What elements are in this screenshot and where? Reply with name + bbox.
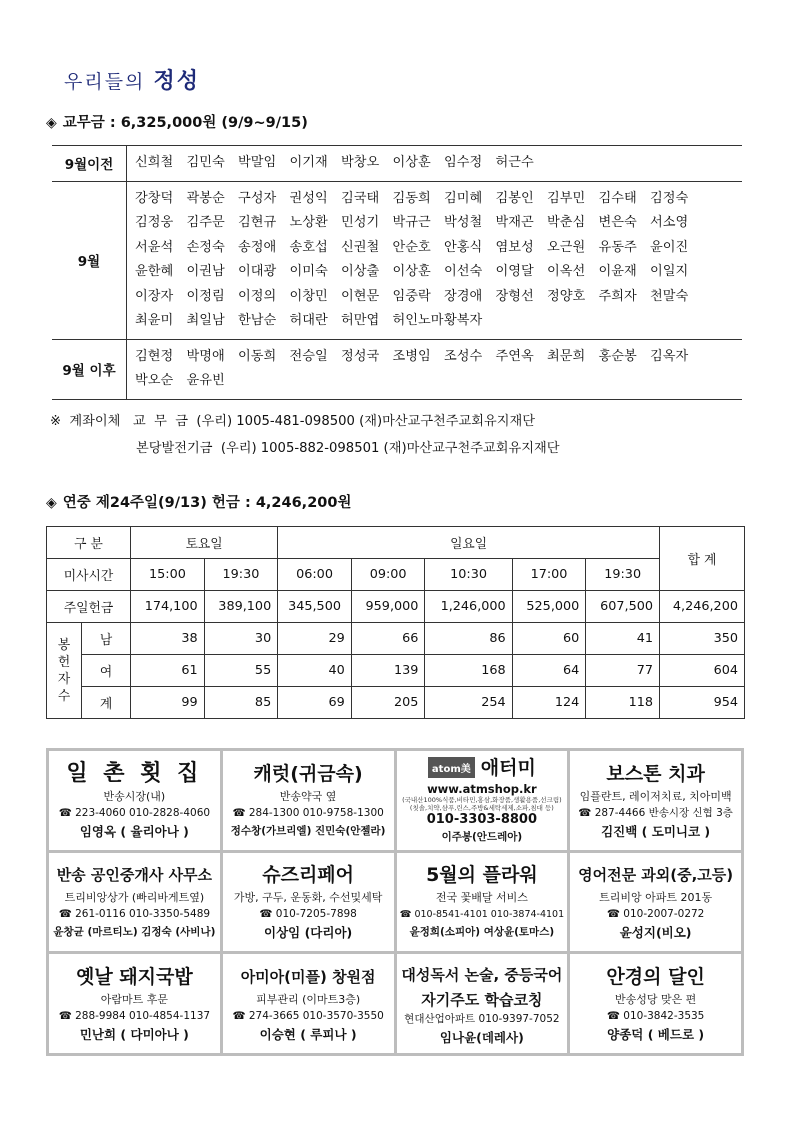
donor-name: 이창민 (289, 288, 328, 304)
ad-owner: 김진백 ( 도미니코 ) (601, 823, 711, 839)
donor-name: 황복자 (444, 313, 483, 328)
page-title-prefix: 우리들의 (64, 71, 154, 93)
donor-name: 최일남 (186, 313, 225, 328)
ad-phone: ☎ 223-4060 010-2828-4060 (58, 806, 211, 819)
donor-row (52, 146, 742, 182)
mass-time: 06:00 (278, 559, 352, 591)
donor-name: 오근원 (547, 239, 586, 255)
count-value: 168 (425, 655, 512, 687)
count-label: 남 (82, 623, 131, 655)
ad-title: 대성독서 논술, 중등국어 (401, 965, 563, 984)
count-value: 85 (204, 687, 278, 719)
diamond-bullet-icon: ◈ (46, 495, 57, 511)
donor-name: 장경애 (444, 288, 483, 304)
donor-name: 이대광 (238, 264, 277, 279)
ad-line: 가방, 구두, 운동화, 수선및세탁 (233, 891, 383, 905)
ad-phone: ☎ 010-3842-3535 (606, 1010, 705, 1023)
cash-value: 4,246,200 (660, 591, 745, 623)
ad-owner: 윤정희(소피아) 여상윤(토마스) (409, 926, 555, 939)
donor-name: 김정웅 (135, 215, 174, 230)
header-saturday: 토요일 (131, 527, 278, 559)
donor-name: 이동희 (238, 348, 277, 364)
ad-owner: 이상임 (다리아) (264, 925, 353, 941)
ad-line: 트리비앙 아파트 201동 (599, 891, 713, 905)
donor-name: 구성자 (238, 190, 277, 206)
account-line-development: 본당발전기금 (우리) 1005-882-098501 (재)마산교구천주교회유지재단 (136, 441, 560, 456)
ad-title: 안경의 달인 (606, 966, 705, 989)
donor-name: 김현규 (238, 215, 277, 230)
donor-name: 최윤미 (135, 313, 174, 328)
ad-card (397, 954, 568, 1053)
ad-owner: 민난희 ( 다미아나 ) (79, 1027, 189, 1043)
donor-name: 박명애 (186, 348, 225, 364)
donor-name: 염보성 (495, 239, 534, 255)
mass-time: 19:30 (204, 559, 278, 591)
ad-url: www.atmshop.kr (427, 781, 537, 796)
ad-title: 캐럿(귀금속) (253, 762, 363, 785)
donor-name: 홍순봉 (598, 348, 637, 364)
donor-name: 이선숙 (444, 264, 483, 279)
mass-time: 10:30 (425, 559, 512, 591)
cash-row (47, 591, 745, 623)
ad-owner: 임나윤(데레사) (439, 1029, 524, 1045)
donor-name: 이윤재 (598, 264, 637, 279)
donor-name: 윤한혜 (135, 264, 174, 279)
offering-table (46, 526, 745, 719)
donor-name: 주연옥 (495, 348, 534, 364)
donor-name: 천말숙 (650, 288, 689, 304)
ad-title: 반송 공인중개사 사무소 (56, 866, 213, 885)
count-row (47, 623, 745, 655)
donor-name: 김미혜 (444, 190, 483, 206)
donor-name: 서윤석 (135, 239, 174, 255)
ad-fine-print: (국내산100%식품,비타민,홍삼,화장품,생활용품,선크림) (칫솔,치약,샴푸,린스,주방&세탁세제,소파,침대 등) (402, 795, 562, 812)
donor-name: 이미숙 (289, 264, 328, 279)
cash-value: 525,000 (512, 591, 586, 623)
header-gubun: 구 분 (47, 527, 131, 559)
donor-name: 김옥자 (650, 348, 689, 364)
ad-owner: 정수창(가브리엘) 진민숙(안젤라) (230, 824, 386, 837)
donor-name: 김현정 (135, 348, 174, 364)
header-sunday: 일요일 (278, 527, 660, 559)
ad-owner: 임영옥 ( 율리아나 ) (79, 823, 189, 839)
ad-line: 반송약국 옆 (279, 789, 337, 803)
donor-row-label: 9월 (52, 181, 127, 339)
donor-name: 허인노마 (392, 313, 444, 328)
donor-name: 김수태 (598, 190, 637, 206)
header-total: 합 계 (660, 527, 745, 591)
donor-name: 장형선 (495, 288, 534, 304)
donor-name: 박규근 (392, 215, 431, 230)
donor-name: 이기재 (289, 155, 328, 170)
donor-name: 이현문 (341, 288, 380, 304)
donor-name: 정양호 (547, 288, 586, 304)
count-value: 66 (351, 623, 425, 655)
donor-name: 이상훈 (392, 264, 431, 279)
donor-name: 신희철 (135, 155, 174, 170)
donor-name: 주희자 (598, 288, 637, 304)
count-value: 38 (131, 623, 205, 655)
count-value: 60 (512, 623, 586, 655)
donor-name: 김동희 (392, 190, 431, 206)
count-value: 350 (660, 623, 745, 655)
ad-owner: 양종덕 ( 베드로 ) (607, 1027, 705, 1043)
ad-phone: ☎ 287-4466 반송시장 신협 3층 (578, 806, 733, 819)
account-line-tithe: ※ 계좌이체 교 무 금 (우리) 1005-481-098500 (재)마산교구천주교회유지재단 (50, 414, 535, 429)
count-value: 41 (586, 623, 660, 655)
count-value: 139 (351, 655, 425, 687)
ad-card (223, 954, 394, 1053)
ad-card (397, 853, 568, 952)
donor-name: 이옥선 (547, 264, 586, 279)
donor-name: 임수정 (444, 155, 483, 170)
ad-phone: ☎ 288-9984 010-4854-1137 (58, 1010, 211, 1023)
count-value: 205 (351, 687, 425, 719)
donor-name: 이일지 (650, 264, 689, 279)
ad-line: 트리비앙상가 (빠리바게트옆) (64, 891, 205, 905)
donor-name: 박성철 (444, 215, 483, 230)
cash-value: 174,100 (131, 591, 205, 623)
tithe-heading-text: 교무금 : 6,325,000원 (9/9~9/15) (62, 115, 308, 131)
cash-value: 607,500 (586, 591, 660, 623)
count-label: 계 (82, 687, 131, 719)
offering-heading-text: 연중 제24주일(9/13) 헌금 : 4,246,200원 (62, 495, 352, 511)
ad-card (223, 751, 394, 850)
donor-row-label: 9월 이후 (52, 339, 127, 399)
cash-label: 주일헌금 (47, 591, 131, 623)
donor-name: 권성익 (289, 190, 328, 206)
donor-name: 강창덕 (135, 190, 174, 206)
ad-title: 슈즈리페어 (262, 864, 355, 887)
donor-name: 윤이진 (650, 239, 689, 255)
ad-card (397, 751, 568, 850)
donor-name: 신권철 (341, 239, 380, 255)
donor-name: 김국태 (341, 190, 380, 206)
ad-card (49, 954, 220, 1053)
cash-value: 1,246,000 (425, 591, 512, 623)
ad-line: 반송성당 맞은 편 (614, 993, 697, 1007)
ads-grid (46, 748, 744, 1056)
ad-subtitle: 자기주도 학습코칭 (421, 990, 543, 1009)
donor-name: 정성국 (341, 348, 380, 364)
donor-name: 손정숙 (186, 239, 225, 255)
donor-name: 임중락 (392, 288, 431, 304)
ad-phone: ☎ 274-3665 010-3570-3550 (232, 1010, 384, 1023)
donor-name: 민성기 (341, 215, 380, 230)
ad-card (570, 853, 741, 952)
donor-name: 박창오 (341, 155, 380, 170)
donor-name: 전승일 (289, 348, 328, 364)
cash-value: 389,100 (204, 591, 278, 623)
donor-name: 조성수 (444, 348, 483, 364)
ad-owner: 윤성지(비오) (619, 925, 692, 941)
ad-title: 영어전문 과외(중,고등) (578, 866, 734, 885)
ad-title: 옛날 돼지국밥 (76, 966, 193, 989)
ad-phone: ☎ 261-0116 010-3350-5489 (58, 908, 211, 921)
donor-name: 김부민 (547, 190, 586, 206)
ad-title: 일 촌 횟 집 (66, 760, 203, 786)
ad-line: 아람마트 후문 (100, 993, 168, 1007)
donor-name: 허대란 (289, 313, 328, 328)
donor-names (135, 187, 742, 334)
mass-time: 09:00 (351, 559, 425, 591)
offering-heading (46, 491, 351, 512)
ad-title: 애터미 (480, 756, 536, 779)
ad-phone: ☎ 010-8541-4101 010-3874-4101 (399, 909, 565, 921)
count-value: 69 (278, 687, 352, 719)
tithe-heading (46, 111, 308, 132)
cash-value: 959,000 (351, 591, 425, 623)
count-row (47, 687, 745, 719)
donor-name: 이상훈 (392, 155, 431, 170)
count-value: 77 (586, 655, 660, 687)
ad-line: 피부관리 (이마트3층) (256, 993, 361, 1007)
donor-name: 송호섭 (289, 239, 328, 255)
donor-names (135, 151, 742, 176)
ad-card (49, 751, 220, 850)
ad-title: 5월의 플라워 (426, 864, 538, 887)
donor-name: 박재곤 (495, 215, 534, 230)
donor-name: 노상환 (289, 215, 328, 230)
donor-name: 김주문 (186, 215, 225, 230)
ad-card (49, 853, 220, 952)
mass-time: 17:00 (512, 559, 586, 591)
count-row (47, 655, 745, 687)
ad-phone: 010-3303-8800 (426, 811, 538, 827)
donor-name: 이정의 (238, 288, 277, 304)
donor-name: 안순호 (392, 239, 431, 255)
count-value: 55 (204, 655, 278, 687)
ad-line: 반송시장(내) (103, 789, 166, 803)
atomy-logo-icon: atom美 (428, 757, 475, 778)
cash-value: 345,500 (278, 591, 352, 623)
ad-line: 전국 꽃배달 서비스 (435, 891, 528, 905)
donor-table (52, 145, 742, 400)
count-value: 604 (660, 655, 745, 687)
donor-row (52, 181, 742, 339)
count-value: 99 (131, 687, 205, 719)
donor-row-label: 9월이전 (52, 146, 127, 182)
donor-name: 한남순 (238, 313, 277, 328)
mass-time-row (47, 559, 745, 591)
count-value: 61 (131, 655, 205, 687)
page-title-strong: 정성 (153, 68, 200, 94)
count-value: 954 (660, 687, 745, 719)
ad-title: 아미아(미플) 창원점 (240, 968, 376, 987)
ad-phone: ☎ 010-2007-0272 (606, 908, 705, 921)
donor-name: 송정애 (238, 239, 277, 255)
donor-name: 서소영 (650, 215, 689, 230)
diamond-bullet-icon: ◈ (46, 115, 57, 131)
ad-card (570, 954, 741, 1053)
ad-card (570, 751, 741, 850)
ad-phone: 현대산업아파트 010-9397-7052 (404, 1012, 560, 1025)
donor-name: 김봉인 (495, 190, 534, 206)
donor-name: 이장자 (135, 288, 174, 304)
mass-time: 15:00 (131, 559, 205, 591)
ad-title: 보스톤 치과 (606, 762, 705, 785)
donor-name: 이상출 (341, 264, 380, 279)
count-value: 124 (512, 687, 586, 719)
count-value: 254 (425, 687, 512, 719)
count-label: 여 (82, 655, 131, 687)
ad-owner: 이주봉(안드레아) (441, 830, 523, 843)
donor-name: 최문희 (547, 348, 586, 364)
donor-name: 조병임 (392, 348, 431, 364)
donor-count-label: 봉 헌 자 수 (47, 623, 82, 719)
donor-name: 허만엽 (341, 313, 380, 328)
mass-time: 19:30 (586, 559, 660, 591)
page-title (64, 64, 200, 95)
count-value: 86 (425, 623, 512, 655)
donor-name: 윤유빈 (186, 373, 225, 388)
ad-phone: ☎ 010-7205-7898 (259, 908, 357, 921)
donor-row (52, 339, 742, 399)
ad-line: 임플란트, 레이저치료, 치아미백 (579, 789, 732, 803)
count-value: 30 (204, 623, 278, 655)
ad-owner: 이승현 ( 루피나 ) (259, 1027, 357, 1043)
donor-name: 유동주 (598, 239, 637, 255)
ad-owner: 윤창균 (마르티노) 김정숙 (사비나) (53, 926, 216, 939)
donor-name: 박오순 (135, 373, 174, 388)
donor-name: 이영달 (495, 264, 534, 279)
donor-name: 곽봉순 (186, 190, 225, 206)
donor-name: 허근수 (495, 155, 534, 170)
donor-names (135, 345, 742, 394)
count-value: 40 (278, 655, 352, 687)
ad-phone: ☎ 284-1300 010-9758-1300 (232, 806, 384, 819)
donor-name: 안홍식 (444, 239, 483, 255)
donor-name: 변은숙 (598, 215, 637, 230)
donor-name: 박말임 (238, 155, 277, 170)
ad-card (223, 853, 394, 952)
count-value: 64 (512, 655, 586, 687)
mass-time-label: 미사시간 (47, 559, 131, 591)
donor-name: 박춘심 (547, 215, 586, 230)
donor-name: 이권남 (186, 264, 225, 279)
donor-name: 김민숙 (186, 155, 225, 170)
donor-name: 김정숙 (650, 190, 689, 206)
donor-name: 이정림 (186, 288, 225, 304)
count-value: 118 (586, 687, 660, 719)
count-value: 29 (278, 623, 352, 655)
